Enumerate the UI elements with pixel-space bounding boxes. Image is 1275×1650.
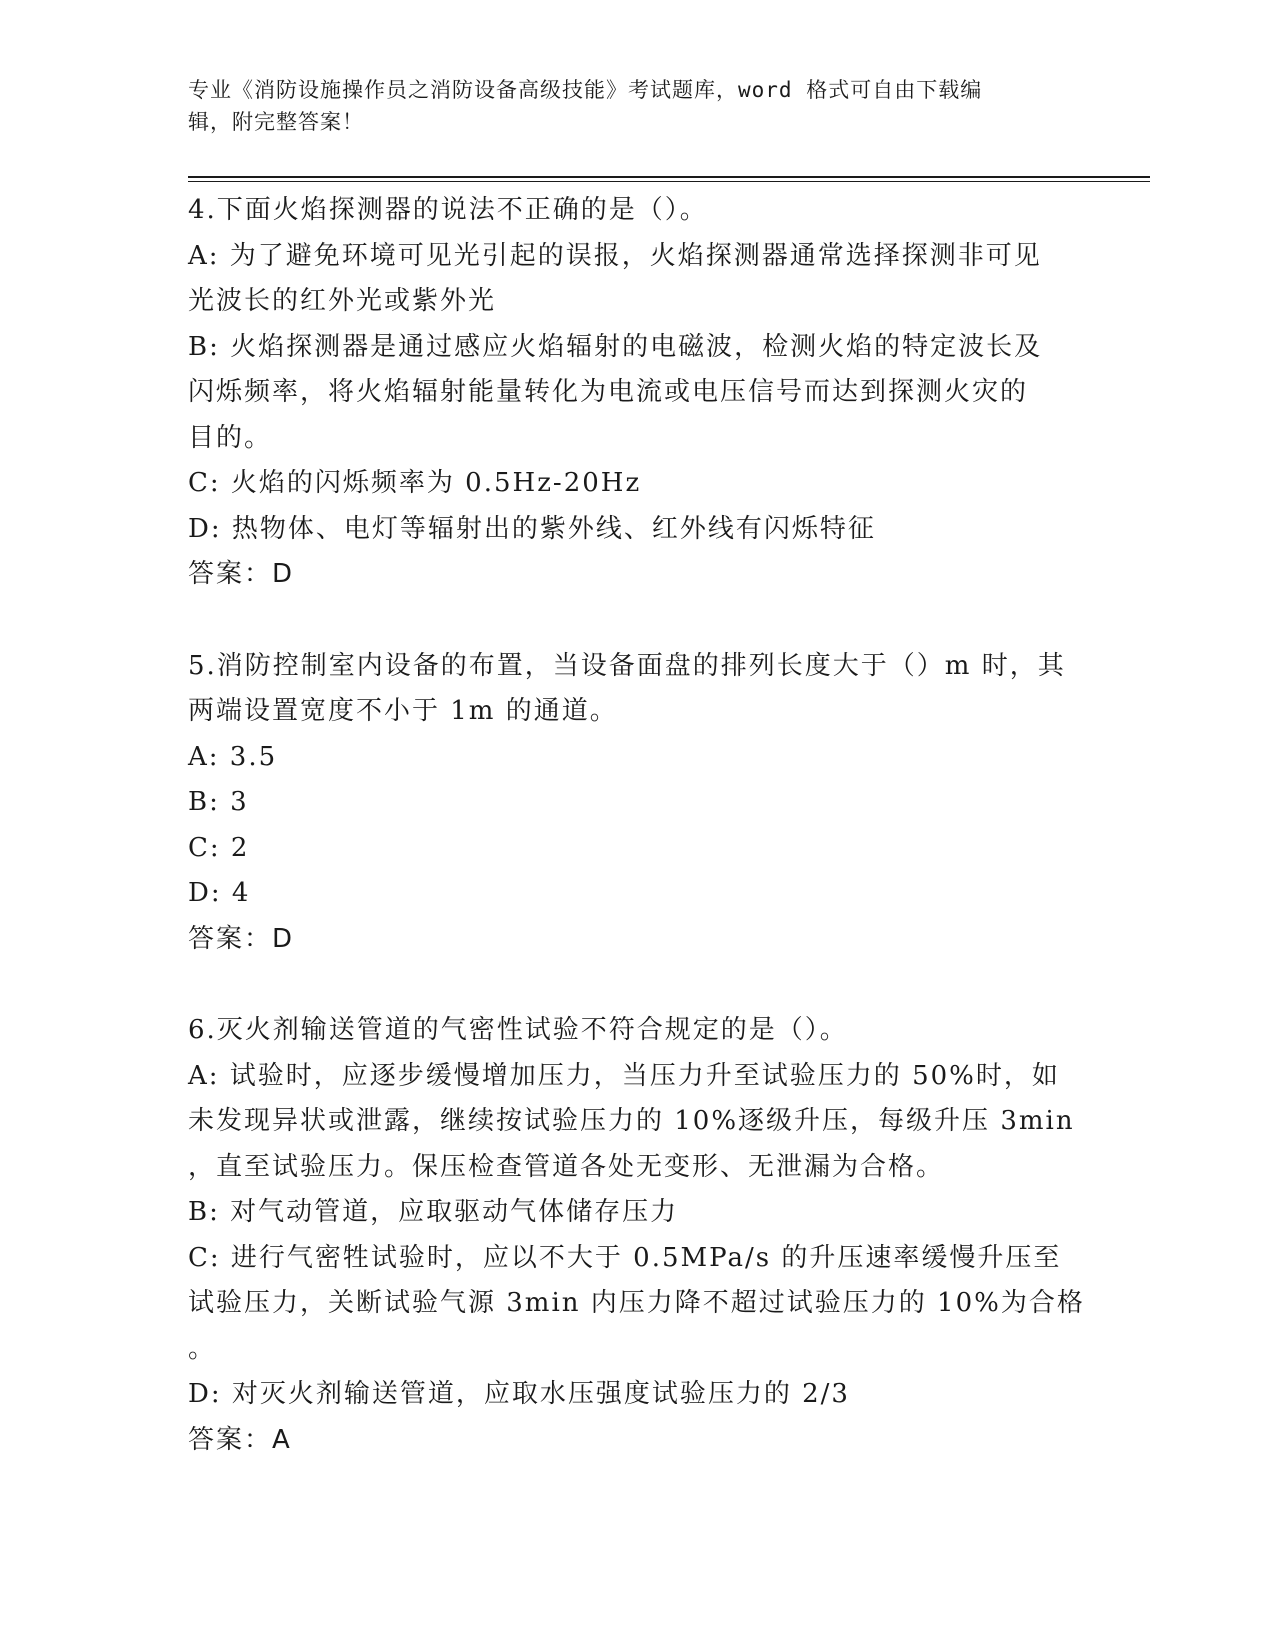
option-a: A: 为了避免环境可见光引起的误报，火焰探测器通常选择探测非可见 xyxy=(188,240,1042,271)
option-a-cont: 光波长的红外光或紫外光 xyxy=(188,286,497,316)
answer-label: 答案：D xyxy=(188,559,295,589)
option-b: B: 3 xyxy=(188,787,249,817)
option-b-cont: 闪烁频率，将火焰辐射能量转化为电流或电压信号而达到探测火灾的 xyxy=(188,377,1029,407)
option-d: D: 4 xyxy=(188,878,251,908)
option-d: D: 热物体、电灯等辐射出的紫外线、红外线有闪烁特征 xyxy=(188,513,876,544)
header-divider-thin xyxy=(188,181,1150,182)
option-b: B: 火焰探测器是通过感应火焰辐射的电磁波，检测火焰的特定波长及 xyxy=(188,331,1043,362)
question-stem-cont: 两端设置宽度不小于 1m 的通道。 xyxy=(188,696,618,726)
option-c-cont: 试验压力，关断试验气源 3min 内压力降不超过试验压力的 10%为合格 xyxy=(188,1288,1085,1318)
option-c: C: 进行气密牲试验时，应以不大于 0.5MPa/s 的升压速率缓慢升压至 xyxy=(188,1242,1062,1273)
option-c-cont: 。 xyxy=(188,1333,217,1364)
answer-label: 答案：D xyxy=(188,923,295,954)
question-5 xyxy=(188,644,1088,963)
option-b-cont: 目的。 xyxy=(188,422,273,453)
question-stem: 4.下面火焰探测器的说法不正确的是（）。 xyxy=(188,195,708,225)
option-c: C: 火焰的闪烁频率为 0.5Hz-20Hz xyxy=(188,468,642,498)
question-list xyxy=(188,188,1088,1463)
header-divider-thick xyxy=(188,176,1150,178)
question-4 xyxy=(188,188,1088,598)
option-a-cont: ，直至试验压力。保压检查管道各处无变形、无泄漏为合格。 xyxy=(188,1151,945,1182)
option-a: A: 试验时，应逐步缓慢增加压力，当压力升至试验压力的 50%时，如 xyxy=(188,1060,1060,1091)
option-a: A: 3.5 xyxy=(188,741,278,772)
option-c: C: 2 xyxy=(188,832,250,863)
question-6 xyxy=(188,1008,1088,1463)
question-spacer xyxy=(188,962,1088,1008)
header-line: 辑，附完整答案！ xyxy=(188,110,364,134)
answer-label: 答案：A xyxy=(188,1424,292,1455)
header-line: 专业《消防设施操作员之消防设备高级技能》考试题库，word 格式可自由下载编 xyxy=(188,78,983,102)
option-b: B: 对气动管道，应取驱动气体储存压力 xyxy=(188,1197,679,1227)
option-d: D: 对灭火剂输送管道，应取水压强度试验压力的 2/3 xyxy=(188,1379,850,1409)
question-spacer xyxy=(188,598,1088,644)
question-stem: 6.灭火剂输送管道的气密性试验不符合规定的是（）。 xyxy=(188,1015,848,1045)
question-stem: 5.消防控制室内设备的布置，当设备面盘的排列长度大于（）m 时，其 xyxy=(188,650,1066,681)
document-header xyxy=(188,74,1068,138)
option-a-cont: 未发现异状或泄露，继续按试验压力的 10%逐级升压，每级升压 3min xyxy=(188,1106,1075,1136)
